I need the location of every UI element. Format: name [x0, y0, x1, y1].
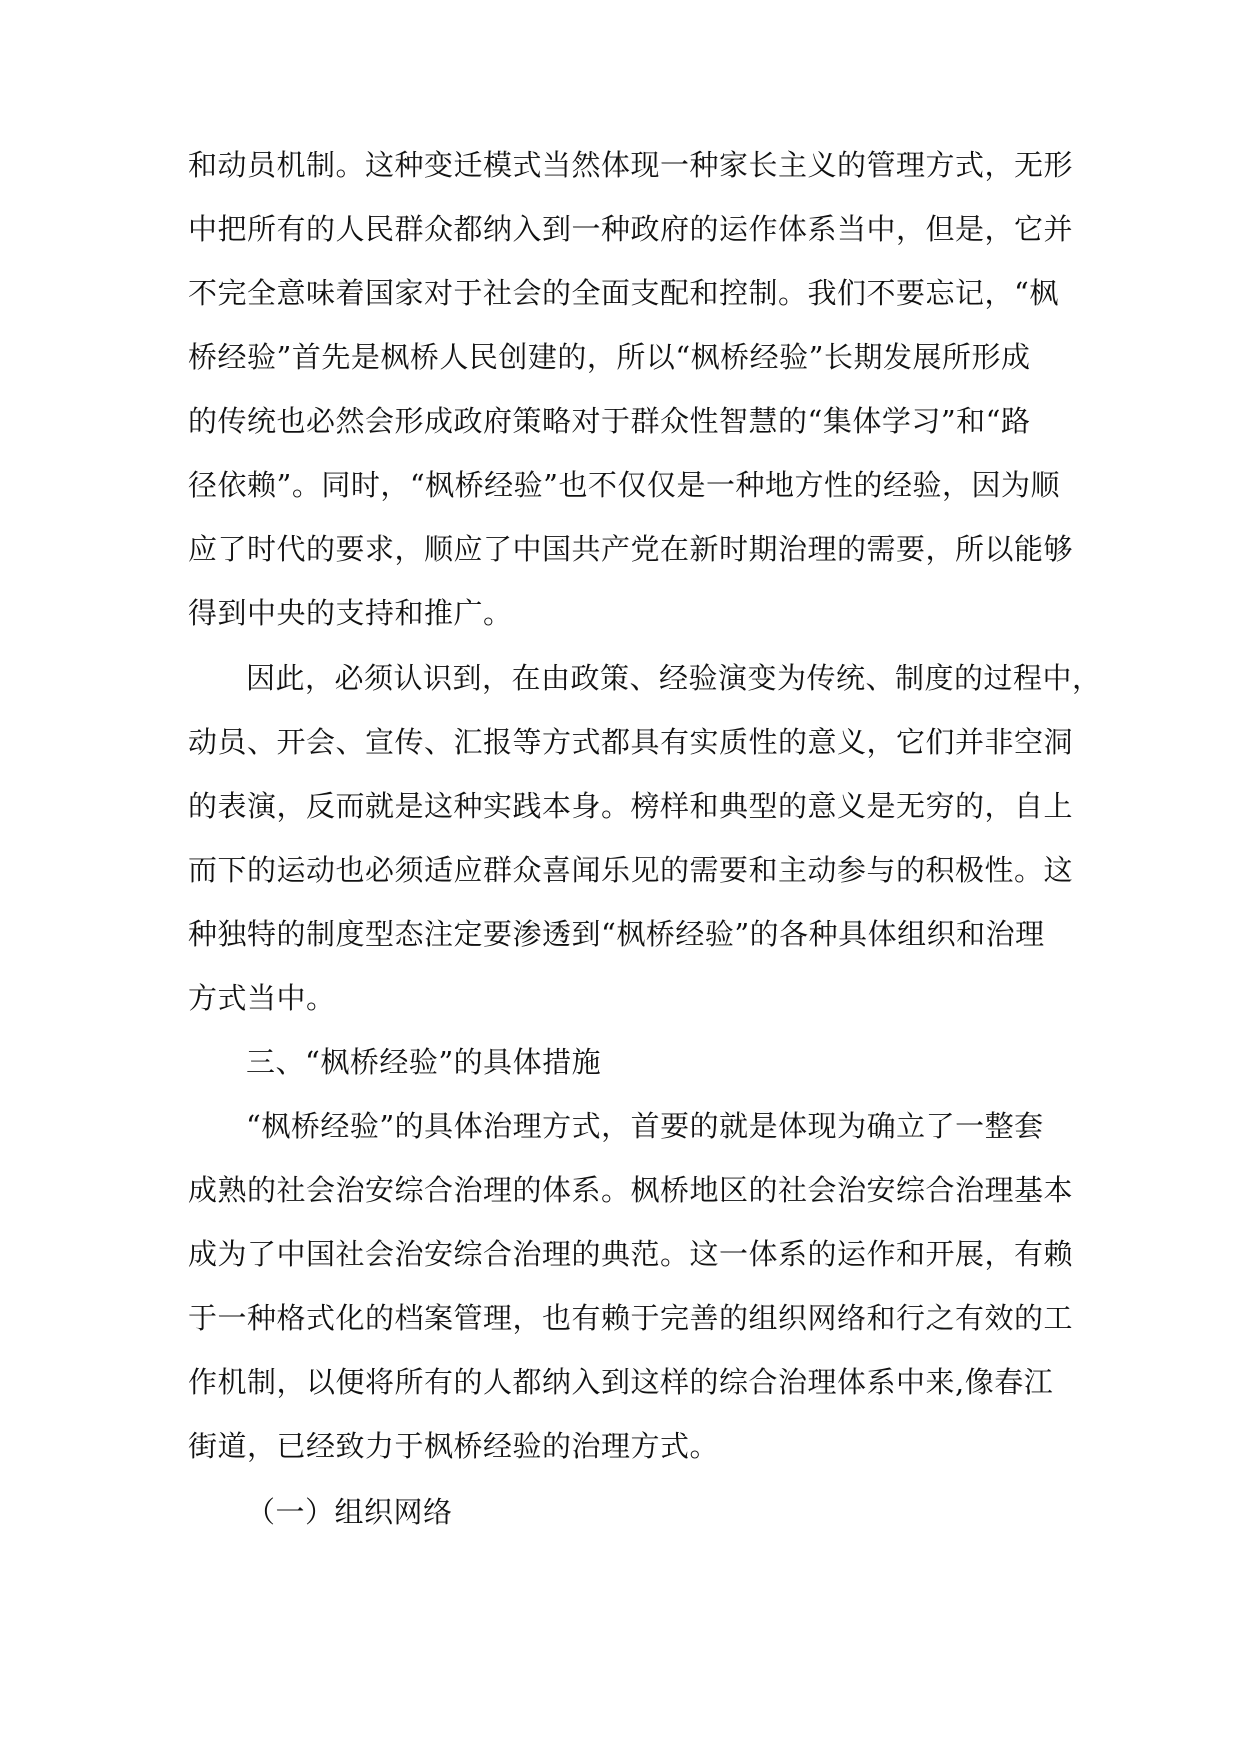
- text-line: 动员、开会、宣传、汇报等方式都具有实质性的意义，它们并非空洞: [188, 725, 1074, 759]
- subsection-heading: （一）组织网络: [246, 1495, 453, 1529]
- text-line: 中把所有的人民群众都纳入到一种政府的运作体系当中，但是，它并: [188, 212, 1074, 246]
- text-line: 应了时代的要求，顺应了中国共产党在新时期治理的需要，所以能够: [188, 532, 1074, 566]
- text-line: 而下的运动也必须适应群众喜闻乐见的需要和主动参与的积极性。这: [188, 853, 1074, 887]
- text-line: 成熟的社会治安综合治理的体系。枫桥地区的社会治安综合治理基本: [188, 1173, 1074, 1207]
- text-line: 得到中央的支持和推广。: [188, 596, 513, 630]
- text-line: 不完全意味着国家对于社会的全面支配和控制。我们不要忘记，“枫: [188, 276, 1059, 310]
- text-line: 桥经验”首先是枫桥人民创建的，所以“枫桥经验”长期发展所形成: [188, 340, 1031, 374]
- text-line: 径依赖”。同时，“枫桥经验”也不仅仅是一种地方性的经验，因为顺: [188, 468, 1060, 502]
- paragraph-first-line: 因此，必须认识到，在由政策、经验演变为传统、制度的过程中，: [246, 661, 1102, 695]
- text-line: 成为了中国社会治安综合治理的典范。这一体系的运作和开展，有赖: [188, 1237, 1074, 1271]
- text-line: 作机制，以便将所有的人都纳入到这样的综合治理体系中来,像春江: [188, 1365, 1054, 1399]
- paragraph-first-line: “枫桥经验”的具体治理方式，首要的就是体现为确立了一整套: [246, 1109, 1044, 1143]
- text-line: 的传统也必然会形成政府策略对于群众性智慧的“集体学习”和“路: [188, 404, 1031, 438]
- text-line: 方式当中。: [188, 981, 336, 1015]
- text-line: 街道，已经致力于枫桥经验的治理方式。: [188, 1429, 720, 1463]
- section-heading: 三、“枫桥经验”的具体措施: [246, 1045, 602, 1079]
- text-line: 和动员机制。这种变迁模式当然体现一种家长主义的管理方式，无形: [188, 148, 1074, 182]
- text-line: 于一种格式化的档案管理，也有赖于完善的组织网络和行之有效的工: [188, 1301, 1074, 1335]
- text-line: 的表演，反而就是这种实践本身。榜样和典型的意义是无穷的，自上: [188, 789, 1074, 823]
- text-line: 种独特的制度型态注定要渗透到“枫桥经验”的各种具体组织和治理: [188, 917, 1045, 951]
